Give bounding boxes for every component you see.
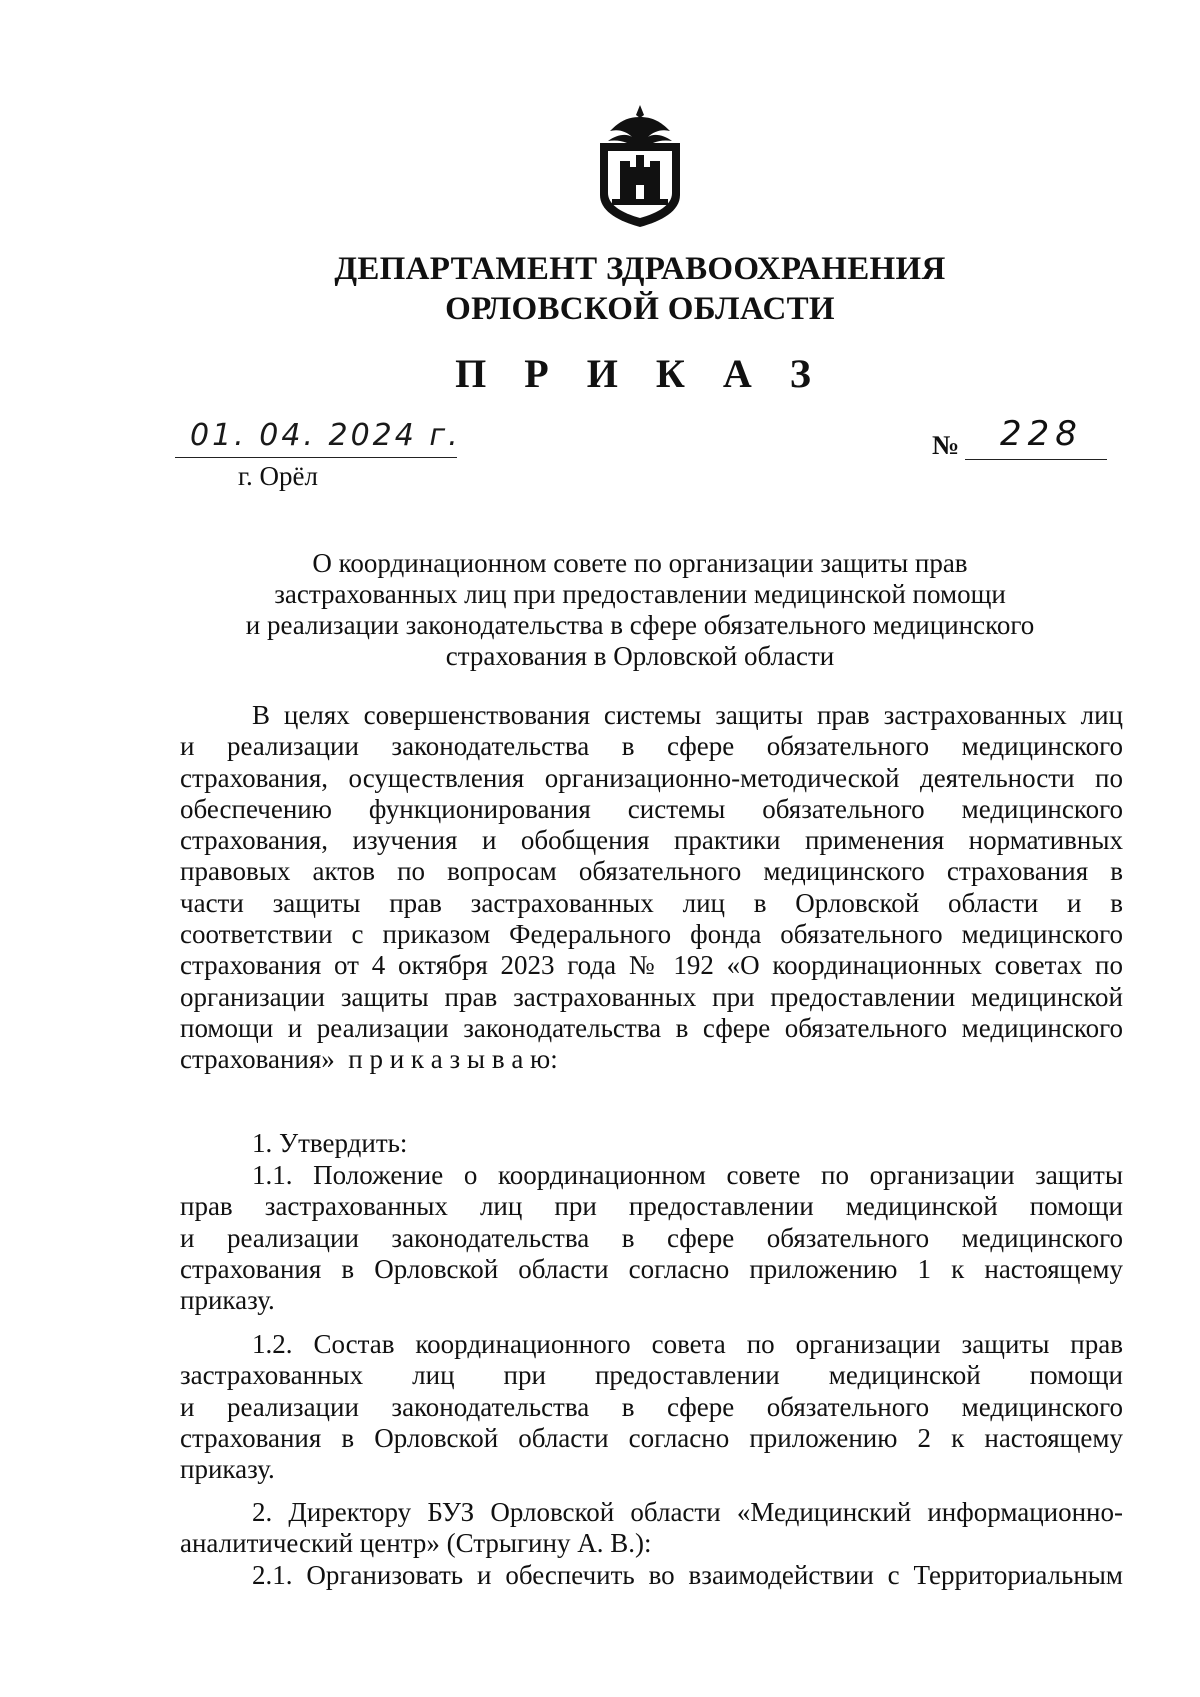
item-1-2-line: 1.2. Состав координационного совета по организации защиты прав — [252, 1329, 1123, 1359]
item-1-2-line: страхования в Орловской области согласно приложению 2 к настоящему — [180, 1422, 1123, 1453]
number-underline — [965, 459, 1107, 460]
city-label: г. Орёл — [238, 461, 318, 491]
handwritten-number: 228 — [1000, 414, 1083, 454]
preamble-line: В целях совершенствования системы защиты прав застрахованных лиц — [252, 700, 1123, 730]
item-1-text: 1. Утвердить: — [252, 1128, 408, 1158]
item-2-1-line: 2.1. Организовать и обеспечить во взаимодействии с Территориальным — [252, 1560, 1123, 1590]
order-subject — [160, 548, 1120, 672]
handwritten-date: 01. 04. 2024 г. — [190, 418, 461, 453]
preamble-line: страхования, изучения и обобщения практики применения нормативных — [180, 825, 1123, 856]
item-1-1-line: приказу. — [180, 1285, 275, 1316]
item-2-1 — [180, 1560, 1123, 1591]
subject-line: страхования в Орловской области — [445, 641, 835, 671]
preamble-line: и реализации законодательства в сфере обязательного медицинского — [180, 731, 1123, 762]
subject-line: О координационном совете по организации защиты прав — [312, 548, 968, 578]
preamble-line: страхования от 4 октября 2023 года № 192 «О координационных советах по — [180, 950, 1123, 981]
preamble-line: части защиты прав застрахованных лиц в Орловской области и в — [180, 887, 1123, 918]
item-1-2 — [180, 1329, 1123, 1485]
item-1-2-line: застрахованных лиц при предоставлении медицинской помощи — [180, 1360, 1123, 1391]
subject-line: застрахованных лиц при предоставлении медицинской помощи — [274, 579, 1006, 609]
preamble-line: правовых актов по вопросам обязательного медицинского страхования в — [180, 856, 1123, 887]
item-2-line: аналитический центр» (Стрыгину А. В.): — [180, 1528, 652, 1559]
preamble-line: помощи и реализации законодательства в сфере обязательного медицинского — [180, 1012, 1123, 1043]
item-1-1-line: прав застрахованных лиц при предоставлении медицинской помощи — [180, 1191, 1123, 1222]
date-underline — [175, 457, 457, 458]
item-1-1-line: 1.1. Положение о координационном совете по организации защиты — [252, 1160, 1123, 1190]
preamble-last-line — [180, 1044, 1123, 1075]
order-command: п р и к а з ы в а ю: — [348, 1044, 558, 1075]
preamble-paragraph — [180, 700, 1123, 1076]
number-label: № — [932, 430, 960, 460]
item-1 — [180, 1128, 1123, 1159]
item-1-2-line: и реализации законодательства в сфере обязательного медицинского — [180, 1391, 1123, 1422]
preamble-line: организации защиты прав застрахованных при предоставлении медицинской — [180, 981, 1123, 1012]
department-title-line2: ОРЛОВСКОЙ ОБЛАСТИ — [445, 291, 835, 327]
subject-line: и реализации законодательства в сфере обязательного медицинского — [245, 610, 1035, 640]
item-1-1-line: страхования в Орловской области согласно приложению 1 к настоящему — [180, 1253, 1123, 1284]
item-1-1-line: и реализации законодательства в сфере обязательного медицинского — [180, 1222, 1123, 1253]
item-2-line: 2. Директору БУЗ Орловской области «Медицинский информационно- — [252, 1497, 1123, 1527]
preamble-line: соответствии с приказом Федерального фонда обязательного медицинского — [180, 919, 1123, 950]
preamble-line: обеспечению функционирования системы обязательного медицинского — [180, 793, 1123, 824]
coat-of-arms-icon — [596, 103, 684, 229]
preamble-line: страхования, осуществления организационно-методической деятельности по — [180, 762, 1123, 793]
item-2 — [180, 1497, 1123, 1560]
item-1-1 — [180, 1160, 1123, 1316]
department-title-line1: ДЕПАРТАМЕНТ ЗДРАВООХРАНЕНИЯ — [334, 251, 946, 287]
preamble-last-text: страхования» — [180, 1044, 335, 1075]
document-type-title: П Р И К А З — [455, 351, 825, 396]
item-1-2-line: приказу. — [180, 1454, 275, 1485]
